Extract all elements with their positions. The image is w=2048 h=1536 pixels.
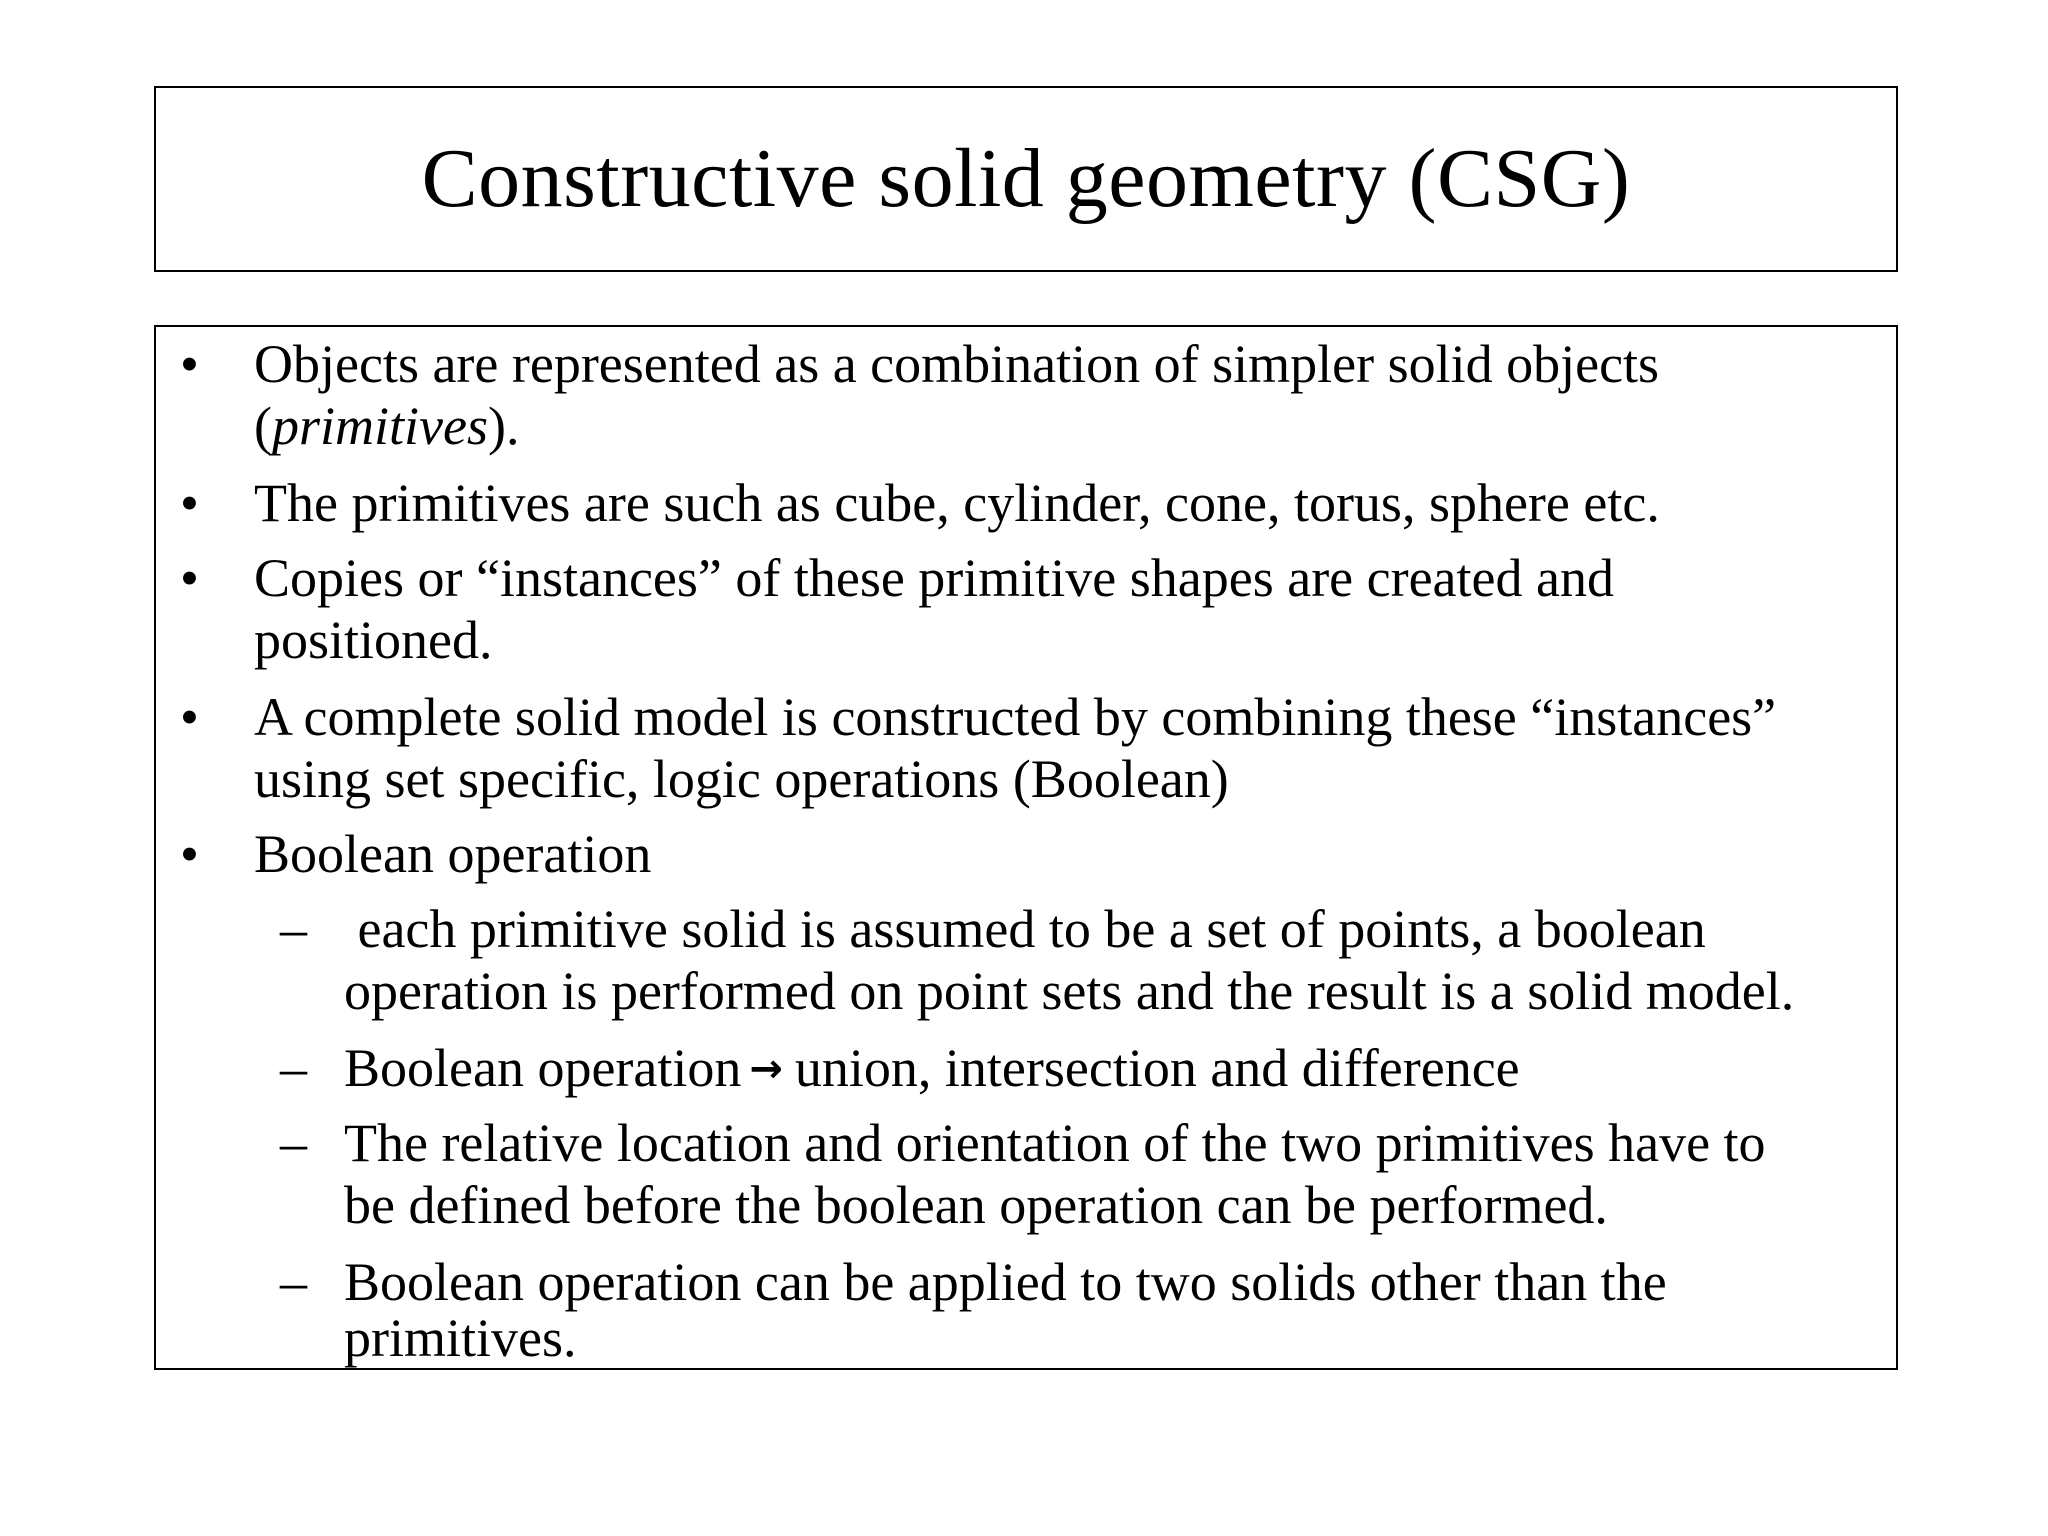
bullet-4-line-2: using set specific, logic operations (Boolean) bbox=[254, 749, 1229, 809]
dash-marker: – bbox=[280, 1038, 307, 1098]
bullet-marker: • bbox=[180, 687, 199, 747]
bullet-2-line-1: The primitives are such as cube, cylinder, cone, torus, sphere etc. bbox=[254, 473, 1660, 533]
title-box bbox=[154, 86, 1898, 272]
subitem-3-line-1: The relative location and orientation of the two primitives have to bbox=[344, 1113, 1766, 1173]
dash-marker: – bbox=[280, 899, 307, 959]
bullet-4-line-1: A complete solid model is constructed by combining these “instances” bbox=[254, 687, 1777, 747]
bullet-5-line-1: Boolean operation bbox=[254, 824, 652, 884]
bullet-1-line-2 bbox=[254, 395, 519, 457]
bullet-marker: • bbox=[180, 473, 199, 533]
subitem-2-after: union, intersection and difference bbox=[794, 1038, 1520, 1098]
subitem-1-line-2: operation is performed on point sets and the result is a solid model. bbox=[344, 961, 1795, 1021]
subitem-3-line-2: be defined before the boolean operation can be performed. bbox=[344, 1175, 1608, 1235]
right-arrow-icon: → bbox=[749, 1046, 783, 1092]
subitem-1-line-1: each primitive solid is assumed to be a set of points, a boolean bbox=[344, 899, 1706, 959]
bullet-3-line-1: Copies or “instances” of these primitive shapes are created and bbox=[254, 548, 1614, 608]
subitem-4-line-1: Boolean operation can be applied to two solids other than the bbox=[344, 1252, 1667, 1312]
bullet-3-line-2: positioned. bbox=[254, 610, 493, 670]
subitem-2-line-1 bbox=[344, 1037, 1520, 1100]
paren-close: ). bbox=[487, 396, 520, 456]
content-box bbox=[154, 325, 1898, 1370]
subitem-4-line-2: primitives. bbox=[344, 1308, 577, 1368]
paren-open: ( bbox=[254, 396, 272, 456]
dash-marker: – bbox=[280, 1252, 307, 1312]
bullet-1-line-1: Objects are represented as a combination of simpler solid objects bbox=[254, 334, 1660, 394]
bullet-marker: • bbox=[180, 824, 199, 884]
primitives-term: primitives bbox=[271, 396, 488, 456]
slide-title: Constructive solid geometry (CSG) bbox=[421, 132, 1631, 225]
bullet-marker: • bbox=[180, 548, 199, 608]
subitem-2-before: Boolean operation bbox=[344, 1038, 742, 1098]
dash-marker: – bbox=[280, 1113, 307, 1173]
bullet-marker: • bbox=[180, 334, 199, 394]
